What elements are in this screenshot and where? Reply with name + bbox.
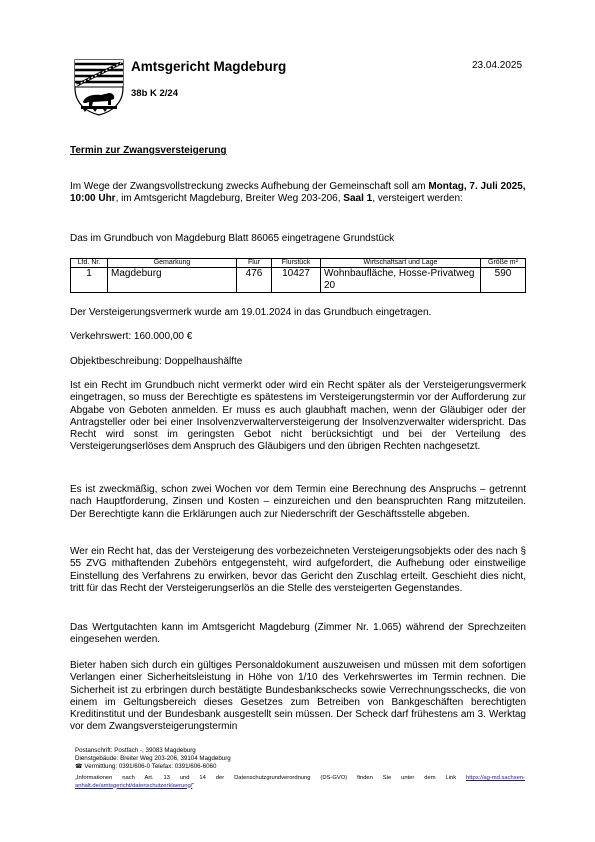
footer-phone: ☎ Vermittlung: 0391/606-0 Telefax: 0391/606-6060 — [75, 763, 217, 771]
paragraph-calculation: Es ist zweckmäßig, schon zwei Wochen vor dem Termin eine Berechnung des Anspruchs – getrennt nach Hauptforderung, Zinsen und Kosten – einzureichen und den beanspruchten Rang mitzuteilen. Der Berechtigte kann die Erklärungen auch zur Niederschrift der Geschäftsstelle abgeben. — [70, 484, 526, 520]
grundbuch-line: Das im Grundbuch von Magdeburg Blatt 86065 eingetragene Grundstück — [70, 233, 395, 244]
cell-lage: Wohnbaufläche, Hosse-Privatweg 20 — [321, 268, 481, 293]
intro-text: Im Wege der Zwangsvollstreckung zwecks Aufhebung der Gemeinschaft soll am — [70, 181, 429, 192]
auction-date: Montag, 7. Juli 2025, 10:00 Uhr — [70, 181, 526, 205]
paragraph-rights: Ist ein Recht im Grundbuch nicht vermerkt oder wird ein Recht später als der Versteigerungsvermerk eingetragen, so muss der Berechtigte es spätestens im Versteigerungstermin vor der Aufforderung zur Abgabe von Geboten anmelden. Er muss es auch glaubhaft machen, wenn der Gläubiger oder der Antragsteller oder bei einer Insolvenzverwalterversteigerung der Insolvenzverwalter widerspricht. Das Recht wird sonst im geringsten Gebot nicht berücksichtigt und bei der Verteilung des Versteigerungserlöses dem Anspruch des Gläubigers und den übrigen Rechten nachgesetzt. — [70, 380, 526, 453]
auction-room: Saal 1 — [343, 193, 373, 205]
cell-nr: 1 — [71, 268, 108, 293]
vermerk-line: Der Versteigerungsvermerk wurde am 19.01.2024 in das Grundbuch eingetragen. — [70, 307, 432, 318]
paragraph-gutachten: Das Wertgutachten kann im Amtsgericht Magdeburg (Zimmer Nr. 1.065) während der Sprechzeiten eingesehen werden. — [70, 622, 526, 646]
paragraph-objection: Wer ein Recht hat, das der Versteigerung des vorbezeichneten Versteigerungsobjekts oder des nach § 55 ZVG mithaftenden Zubehörs entgegensteht, wird aufgefordert, die Aufhebung oder einstweilige Einstellung des Verfahrens zu erwirken, bevor das Gericht den Zuschlag erteilt. Geschieht dies nicht, tritt für das Recht der Versteigerungserlös an die Stelle des versteigerten Gegenstandes. — [70, 546, 526, 594]
page-title: Termin zur Zwangsversteigerung — [70, 145, 227, 156]
table-row — [71, 268, 526, 293]
col-gemarkung: Gemarkung — [108, 259, 237, 268]
intro-end: , versteigert werden: — [372, 193, 463, 205]
col-lage: Wirtschaftsart und Lage — [321, 259, 481, 268]
privacy-link[interactable]: https://ag-md.sachsen-anhalt.de/amtsgericht/datenschutzerklaerung/ — [75, 775, 525, 789]
cell-flur: 476 — [237, 268, 272, 293]
cell-flurstueck: 10427 — [272, 268, 321, 293]
cell-gemarkung: Magdeburg — [108, 268, 237, 293]
document-date: 23.04.2025 — [472, 60, 523, 71]
objekt-line: Objektbeschreibung: Doppelhaushälfte — [70, 356, 243, 367]
col-flur: Flur — [237, 259, 272, 268]
table-header-row — [71, 259, 526, 268]
court-name: Amtsgericht Magdeburg — [131, 59, 287, 74]
case-number: 38b K 2/24 — [131, 88, 178, 99]
intro-location: , im Amtsgericht Magdeburg, Breiter Weg 203-206, — [115, 193, 344, 205]
col-flurstueck: Flurstück — [272, 259, 321, 268]
privacy-text: „Informationen nach Art. 13 und 14 der Datenschutzgrundverordnung (DS-GVO) finden Sie unter dem Link — [75, 775, 467, 781]
privacy-footnote — [75, 775, 525, 790]
footer-address — [75, 747, 231, 772]
property-table — [70, 258, 526, 293]
paragraph-bidders: Bieter haben sich durch ein gültiges Personaldokument auszuweisen und müssen mit dem sofortigen Verlangen einer Sicherheitsleistung in Höhe von 1/10 des Verkehrswertes im Termin rechnen. Die Sicherheit ist zu erbringen durch bestätigte Bundesbankschecks sowie Verrechnungsschecks, die von einem im Geltungsbereich dieses Gesetzes zum Betreiben von Bankgeschäften berechtigten Kreditinstitut und der Bundesbank ausgestellt sein müssen. Der Scheck darf frühestens am 3. Werktag vor dem Zwangsversteigerungstermin — [70, 660, 526, 733]
coat-of-arms-icon — [73, 58, 125, 116]
verkehrswert-line: Verkehrswert: 160.000,00 € — [70, 331, 193, 342]
col-groesse: Größe m² — [481, 259, 526, 268]
col-nr: Lfd. Nr. — [71, 259, 108, 268]
privacy-end: “ — [192, 782, 195, 789]
intro-paragraph — [70, 181, 526, 206]
footer-building: Dienstgebäude: Breiter Weg 203-206, 39104 Magdeburg — [75, 755, 231, 763]
footer-postal: Postanschrift: Postfach -, 39083 Magdeburg — [75, 747, 196, 754]
cell-groesse: 590 — [481, 268, 526, 293]
